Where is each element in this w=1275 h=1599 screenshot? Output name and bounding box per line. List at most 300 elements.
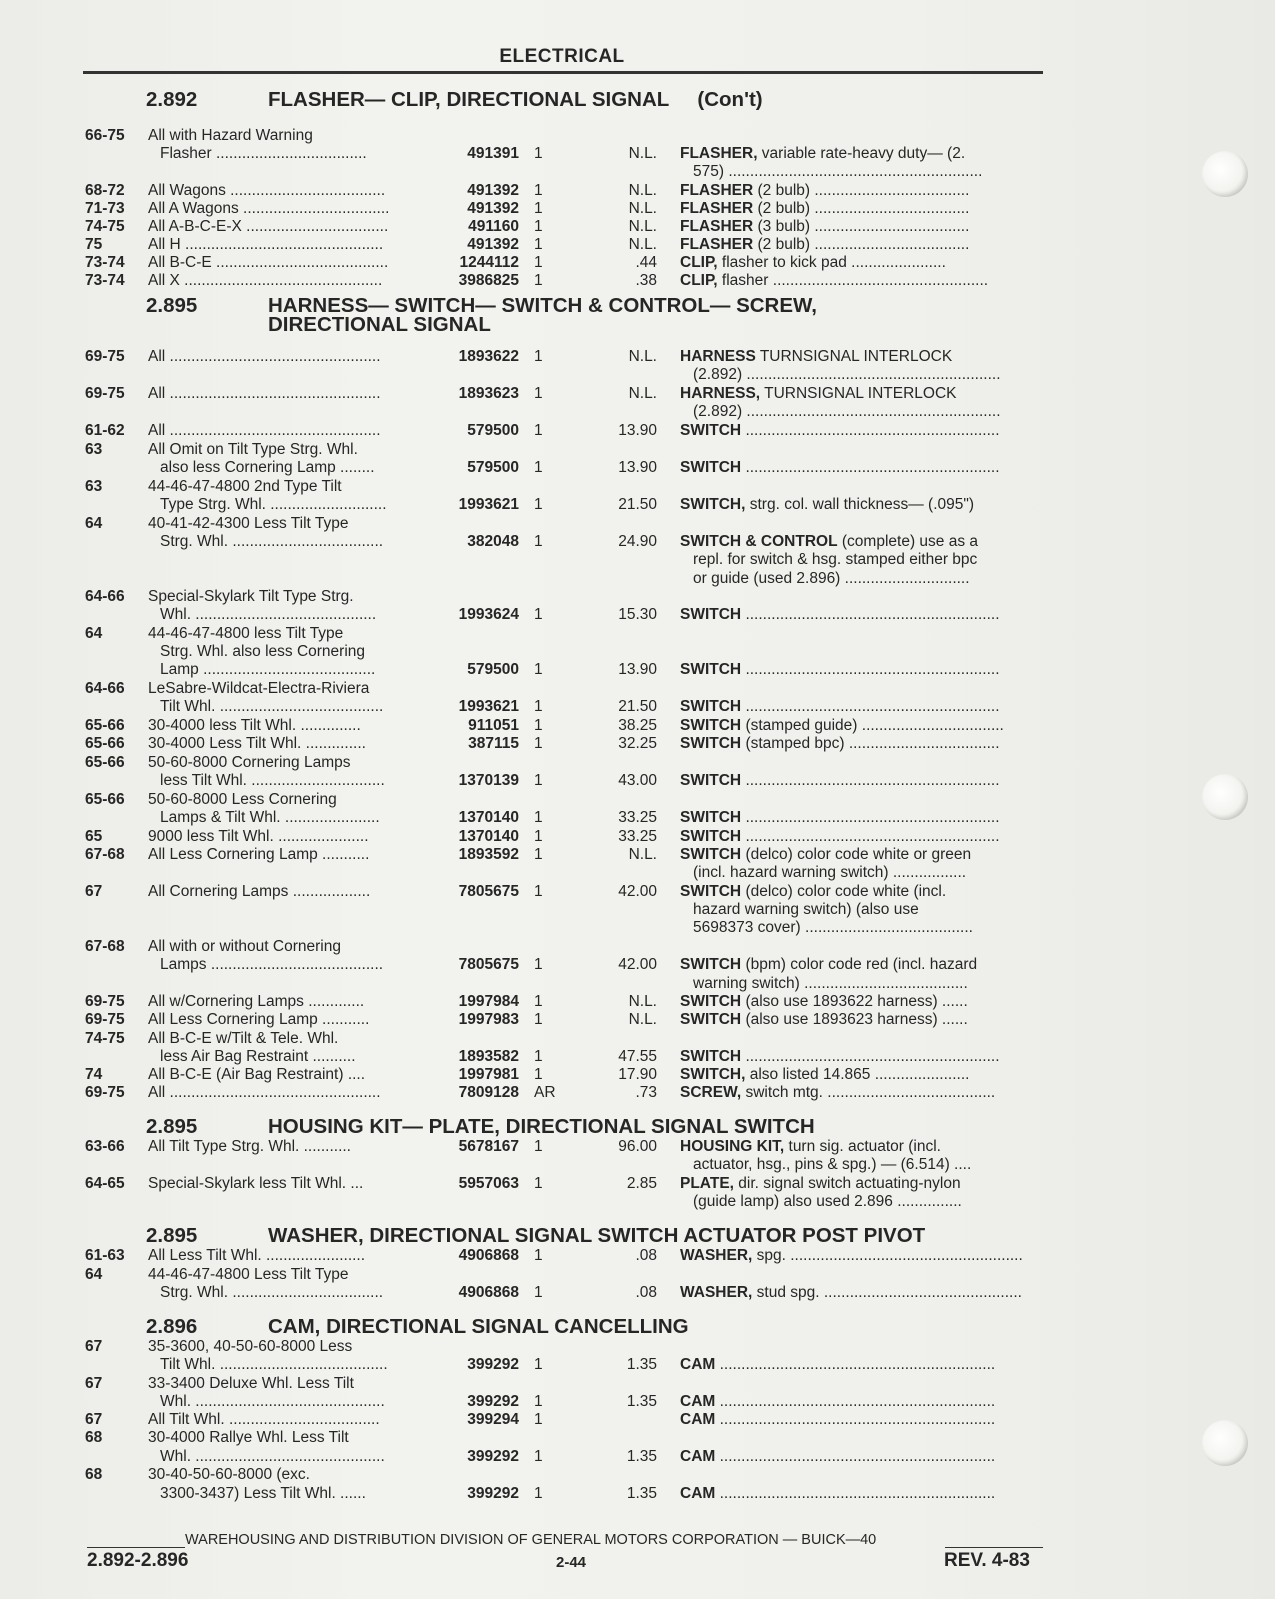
part-description xyxy=(680,605,1043,624)
price: 17.90 xyxy=(618,1066,657,1083)
model-years: 64-66 xyxy=(85,588,125,605)
price: N.L. xyxy=(628,385,657,402)
part-number: 4906868 xyxy=(458,1247,519,1264)
part-name: CAM xyxy=(680,1485,716,1502)
table-row xyxy=(0,605,1275,624)
application-cont: Strg. Whl. also less Cornering xyxy=(160,643,366,660)
price: N.L. xyxy=(628,182,657,199)
application: 30-40-50-60-8000 (exc. xyxy=(148,1466,310,1483)
part-number: 5678167 xyxy=(458,1138,519,1155)
table-row xyxy=(0,863,1275,882)
model-years: 71-73 xyxy=(85,200,125,217)
part-name: SWITCH xyxy=(680,772,742,789)
part-detail: (also use 1893622 harness) ...... xyxy=(741,993,968,1010)
model-years: 63 xyxy=(85,478,103,495)
table-row xyxy=(0,660,1275,679)
table-row xyxy=(0,1265,1275,1284)
application: LeSabre-Wildcat-Electra-Riviera xyxy=(148,680,370,697)
application: All Less Cornering Lamp ........... xyxy=(148,1011,370,1028)
table-row xyxy=(0,753,1275,772)
part-description xyxy=(680,1137,1043,1156)
application: 9000 less Tilt Whl. ..................... xyxy=(148,828,369,845)
part-number: 1997983 xyxy=(458,1011,519,1028)
page-number: 2-44 xyxy=(556,1554,587,1571)
application: All B-C-E (Air Bag Restraint) .... xyxy=(148,1066,366,1083)
part-description xyxy=(680,734,1043,753)
table-row xyxy=(0,624,1275,643)
table-row xyxy=(0,181,1275,200)
part-description xyxy=(680,845,1043,864)
part-number: 1997981 xyxy=(458,1066,519,1083)
price: 13.90 xyxy=(618,459,657,476)
quantity: 1 xyxy=(534,272,543,289)
application-cont: Lamp ........................................ xyxy=(160,661,376,678)
header-rule xyxy=(83,71,1043,74)
part-detail: dir. signal switch actuating-nylon xyxy=(733,1175,961,1192)
part-detail: ................................................................ xyxy=(715,1485,996,1502)
table-row xyxy=(0,384,1275,403)
part-detail: TURNSIGNAL INTERLOCK xyxy=(760,385,957,402)
model-years: 63 xyxy=(85,441,103,458)
application: All with Hazard Warning xyxy=(148,127,313,144)
part-name: SWITCH xyxy=(680,606,742,623)
part-description xyxy=(680,1392,1043,1411)
part-description xyxy=(680,144,1043,163)
part-number: 1893592 xyxy=(458,846,519,863)
part-name: SWITCH xyxy=(680,698,742,715)
footer-division: WAREHOUSING AND DISTRIBUTION DIVISION OF GENERAL MOTORS CORPORATION — BUICK—40 xyxy=(185,1532,877,1548)
part-detail: turn sig. actuator (incl. xyxy=(784,1138,941,1155)
application-cont: Tilt Whl. ....................................... xyxy=(160,1356,388,1373)
part-detail: switch mtg. ....................................... xyxy=(741,1084,996,1101)
model-years: 65-66 xyxy=(85,717,125,734)
part-number: 1893582 xyxy=(458,1048,519,1065)
table-row xyxy=(0,144,1275,163)
part-detail: ........................................................... xyxy=(741,1048,1000,1065)
part-description xyxy=(680,1410,1043,1429)
application: 35-3600, 40-50-60-8000 Less xyxy=(148,1338,353,1355)
part-name: FLASHER xyxy=(680,236,754,253)
part-name: SWITCH xyxy=(680,846,742,863)
part-description-cont: (guide lamp) also used 2.896 ............... xyxy=(693,1193,962,1210)
part-number: 382048 xyxy=(467,533,519,550)
part-name: CAM xyxy=(680,1411,716,1428)
quantity: 1 xyxy=(534,385,543,402)
model-years: 65-66 xyxy=(85,791,125,808)
part-name: FLASHER xyxy=(680,218,754,235)
table-row xyxy=(0,642,1275,661)
model-years: 68-72 xyxy=(85,182,125,199)
price: 47.55 xyxy=(618,1048,657,1065)
model-years: 67 xyxy=(85,1411,103,1428)
table-row xyxy=(0,162,1275,181)
quantity: AR xyxy=(534,1084,556,1101)
quantity: 1 xyxy=(534,1048,543,1065)
table-row xyxy=(0,734,1275,753)
quantity: 1 xyxy=(534,993,543,1010)
application: All Tilt Type Strg. Whl. ........... xyxy=(148,1138,351,1155)
part-number: 399292 xyxy=(467,1393,519,1410)
model-years: 69-75 xyxy=(85,993,125,1010)
quantity: 1 xyxy=(534,717,543,734)
part-number: 1993621 xyxy=(458,496,519,513)
part-description-cont: 575) ........................................................... xyxy=(693,163,983,180)
quantity: 1 xyxy=(534,1284,543,1301)
price: N.L. xyxy=(628,236,657,253)
part-description-cont: (incl. hazard warning switch) ................. xyxy=(693,864,967,881)
part-name: CAM xyxy=(680,1356,716,1373)
model-years: 65-66 xyxy=(85,754,125,771)
application: All Less Tilt Whl. ....................... xyxy=(148,1247,366,1264)
part-detail: (bpm) color code red (incl. hazard xyxy=(741,956,978,973)
application: 33-3400 Deluxe Whl. Less Tilt xyxy=(148,1375,354,1392)
application: 44-46-47-4800 Less Tilt Type xyxy=(148,1266,349,1283)
part-name: SWITCH xyxy=(680,735,742,752)
part-description xyxy=(680,235,1043,254)
price: 15.30 xyxy=(618,606,657,623)
application-cont: Lamps & Tilt Whl. ...................... xyxy=(160,809,380,826)
part-description xyxy=(680,1083,1043,1102)
table-row xyxy=(0,253,1275,272)
table-row xyxy=(0,845,1275,864)
part-detail: flasher .................................................. xyxy=(717,272,989,289)
price: .44 xyxy=(635,254,657,271)
table-row xyxy=(0,918,1275,937)
part-detail: ........................................................... xyxy=(741,828,1000,845)
part-number: 7805675 xyxy=(458,883,519,900)
table-row xyxy=(0,900,1275,919)
table-row xyxy=(0,235,1275,254)
part-name: SWITCH, xyxy=(680,496,746,513)
part-description-cont: 5698373 cover) ....................................... xyxy=(693,919,973,936)
part-description xyxy=(680,199,1043,218)
table-row xyxy=(0,974,1275,993)
quantity: 1 xyxy=(534,606,543,623)
table-row xyxy=(0,199,1275,218)
part-number: 399292 xyxy=(467,1356,519,1373)
part-description xyxy=(680,181,1043,200)
application: All w/Cornering Lamps ............. xyxy=(148,993,365,1010)
part-name: CLIP, xyxy=(680,272,718,289)
section-number: 2.895 xyxy=(146,294,198,317)
part-detail: (complete) use as a xyxy=(837,533,979,550)
model-years: 73-74 xyxy=(85,272,125,289)
table-row xyxy=(0,126,1275,145)
table-row xyxy=(0,1484,1275,1503)
footer-section-range: 2.892-2.896 xyxy=(87,1550,189,1571)
table-row xyxy=(0,217,1275,236)
part-description-cont: hazard warning switch) (also use xyxy=(693,901,919,918)
part-name: SWITCH xyxy=(680,1048,742,1065)
part-detail: ........................................................... xyxy=(741,422,1000,439)
application: All ................................................. xyxy=(148,1084,381,1101)
part-number: 1893622 xyxy=(458,348,519,365)
part-description xyxy=(680,882,1043,901)
table-row xyxy=(0,1374,1275,1393)
application: All with or without Cornering xyxy=(148,938,341,955)
price: N.L. xyxy=(628,145,657,162)
part-description xyxy=(680,421,1043,440)
application-cont: Flasher ................................... xyxy=(160,145,367,162)
quantity: 1 xyxy=(534,809,543,826)
price: 1.35 xyxy=(626,1356,657,1373)
application: All ................................................. xyxy=(148,348,381,365)
part-description xyxy=(680,1065,1043,1084)
table-row xyxy=(0,992,1275,1011)
table-row xyxy=(0,458,1275,477)
part-detail: ........................................................... xyxy=(741,772,1000,789)
table-row xyxy=(0,882,1275,901)
part-detail: (delco) color code white or green xyxy=(741,846,972,863)
part-name: SWITCH & CONTROL xyxy=(680,533,838,550)
model-years: 75 xyxy=(85,236,103,253)
application: Special-Skylark Tilt Type Strg. xyxy=(148,588,354,605)
part-name: SWITCH, xyxy=(680,1066,746,1083)
model-years: 64-65 xyxy=(85,1175,125,1192)
application-cont: 3300-3437) Less Tilt Whl. ...... xyxy=(160,1485,366,1502)
part-number: 1893623 xyxy=(458,385,519,402)
part-description xyxy=(680,660,1043,679)
part-detail: ........................................................... xyxy=(741,606,1000,623)
application: All A Wagons .................................. xyxy=(148,200,390,217)
model-years: 61-63 xyxy=(85,1247,125,1264)
section-title: FLASHER— CLIP, DIRECTIONAL SIGNAL (Con't) xyxy=(268,88,763,111)
part-description-cont: (2.892) ........................................................... xyxy=(693,403,1001,420)
part-detail: variable rate-heavy duty— (2. xyxy=(757,145,966,162)
table-row xyxy=(0,1337,1275,1356)
part-description-cont: (2.892) ........................................................... xyxy=(693,366,1001,383)
application-cont: Type Strg. Whl. ........................... xyxy=(160,496,387,513)
part-description xyxy=(680,495,1043,514)
part-detail: (2 bulb) .................................... xyxy=(753,182,970,199)
price: 43.00 xyxy=(618,772,657,789)
part-detail: (also use 1893623 harness) ...... xyxy=(741,1011,968,1028)
price: N.L. xyxy=(628,1011,657,1028)
quantity: 1 xyxy=(534,1138,543,1155)
part-description xyxy=(680,827,1043,846)
application: 44-46-47-4800 less Tilt Type xyxy=(148,625,344,642)
application: All H .............................................. xyxy=(148,236,384,253)
quantity: 1 xyxy=(534,846,543,863)
application: 50-60-8000 Less Cornering xyxy=(148,791,337,808)
table-row xyxy=(0,1083,1275,1102)
table-row xyxy=(0,1065,1275,1084)
part-number: 399294 xyxy=(467,1411,519,1428)
section-number: 2.895 xyxy=(146,1224,198,1247)
part-detail: ................................................................ xyxy=(715,1393,996,1410)
quantity: 1 xyxy=(534,236,543,253)
table-row xyxy=(0,402,1275,421)
table-row xyxy=(0,1029,1275,1048)
model-years: 69-75 xyxy=(85,1011,125,1028)
quantity: 1 xyxy=(534,496,543,513)
application: 40-41-42-4300 Less Tilt Type xyxy=(148,515,349,532)
model-years: 65 xyxy=(85,828,103,845)
part-name: FLASHER xyxy=(680,182,754,199)
part-description-cont: or guide (used 2.896) ............................. xyxy=(693,570,970,587)
application: All Cornering Lamps .................. xyxy=(148,883,371,900)
part-number: 399292 xyxy=(467,1485,519,1502)
part-detail: (delco) color code white (incl. xyxy=(741,883,947,900)
model-years: 63-66 xyxy=(85,1138,125,1155)
application: 30-4000 less Tilt Whl. .............. xyxy=(148,717,361,734)
quantity: 1 xyxy=(534,218,543,235)
table-row xyxy=(0,1155,1275,1174)
model-years: 64 xyxy=(85,1266,103,1283)
part-detail: stud spg. .............................................. xyxy=(752,1284,1022,1301)
quantity: 1 xyxy=(534,883,543,900)
part-detail: ................................................................ xyxy=(715,1356,996,1373)
quantity: 1 xyxy=(534,1411,543,1428)
quantity: 1 xyxy=(534,698,543,715)
table-row xyxy=(0,1137,1275,1156)
quantity: 1 xyxy=(534,1356,543,1373)
price: 33.25 xyxy=(618,828,657,845)
model-years: 74-75 xyxy=(85,1030,125,1047)
table-row xyxy=(0,697,1275,716)
part-name: HARNESS xyxy=(680,348,756,365)
footer-rule xyxy=(87,1547,185,1548)
part-name: SWITCH xyxy=(680,717,742,734)
table-row xyxy=(0,790,1275,809)
part-description xyxy=(680,771,1043,790)
application: All X .............................................. xyxy=(148,272,383,289)
quantity: 1 xyxy=(534,828,543,845)
table-row xyxy=(0,771,1275,790)
part-detail: (stamped bpc) ................................... xyxy=(741,735,1000,752)
price: 1.35 xyxy=(626,1448,657,1465)
part-name: HOUSING KIT, xyxy=(680,1138,785,1155)
part-description xyxy=(680,992,1043,1011)
part-description xyxy=(680,1447,1043,1466)
part-name: SCREW, xyxy=(680,1084,742,1101)
part-number: 7805675 xyxy=(458,956,519,973)
model-years: 68 xyxy=(85,1429,103,1446)
quantity: 1 xyxy=(534,1448,543,1465)
part-detail: (2 bulb) .................................... xyxy=(753,236,970,253)
price: 1.35 xyxy=(626,1393,657,1410)
price: 33.25 xyxy=(618,809,657,826)
table-row xyxy=(0,421,1275,440)
part-description-cont: warning switch) ...................................... xyxy=(693,975,968,992)
footer-rule xyxy=(945,1547,1043,1548)
quantity: 1 xyxy=(534,1011,543,1028)
application: All Omit on Tilt Type Strg. Whl. xyxy=(148,441,358,458)
section-title: CAM, DIRECTIONAL SIGNAL CANCELLING xyxy=(268,1315,689,1338)
part-name: SWITCH xyxy=(680,828,742,845)
part-description xyxy=(680,1047,1043,1066)
part-number: 491391 xyxy=(467,145,519,162)
part-number: 1993624 xyxy=(458,606,519,623)
part-name: CAM xyxy=(680,1448,716,1465)
table-row xyxy=(0,1246,1275,1265)
part-description xyxy=(680,1174,1043,1193)
application-cont: Lamps ........................................ xyxy=(160,956,384,973)
table-row xyxy=(0,1447,1275,1466)
table-row xyxy=(0,1010,1275,1029)
part-name: HARNESS, xyxy=(680,385,761,402)
part-name: SWITCH xyxy=(680,459,742,476)
model-years: 74-75 xyxy=(85,218,125,235)
application-cont: less Tilt Whl. ............................... xyxy=(160,772,385,789)
part-name: SWITCH xyxy=(680,661,742,678)
quantity: 1 xyxy=(534,422,543,439)
model-years: 64 xyxy=(85,515,103,532)
quantity: 1 xyxy=(534,661,543,678)
price: 2.85 xyxy=(626,1175,657,1192)
part-description xyxy=(680,697,1043,716)
part-detail: TURNSIGNAL INTERLOCK xyxy=(755,348,953,365)
part-detail: ........................................................... xyxy=(741,459,1000,476)
part-description xyxy=(680,253,1043,272)
part-name: SWITCH xyxy=(680,809,742,826)
price: 32.25 xyxy=(618,735,657,752)
part-name: SWITCH xyxy=(680,956,742,973)
part-number: 399292 xyxy=(467,1448,519,1465)
price: 24.90 xyxy=(618,533,657,550)
table-row xyxy=(0,827,1275,846)
part-description xyxy=(680,1355,1043,1374)
part-number: 1370139 xyxy=(458,772,519,789)
table-row xyxy=(0,495,1275,514)
table-row xyxy=(0,955,1275,974)
part-detail: (stamped guide) ................................. xyxy=(741,717,1004,734)
application: 44-46-47-4800 2nd Type Tilt xyxy=(148,478,342,495)
part-description xyxy=(680,716,1043,735)
quantity: 1 xyxy=(534,772,543,789)
part-detail: ........................................................... xyxy=(741,809,1000,826)
quantity: 1 xyxy=(534,1066,543,1083)
table-row xyxy=(0,532,1275,551)
price: N.L. xyxy=(628,846,657,863)
part-number: 1370140 xyxy=(458,828,519,845)
quantity: 1 xyxy=(534,1393,543,1410)
part-name: SWITCH xyxy=(680,883,742,900)
part-name: SWITCH xyxy=(680,422,742,439)
application: 50-60-8000 Cornering Lamps xyxy=(148,754,351,771)
model-years: 64-66 xyxy=(85,680,125,697)
price: N.L. xyxy=(628,993,657,1010)
table-row xyxy=(0,347,1275,366)
application-cont: Whl. ............................................ xyxy=(160,1448,385,1465)
model-years: 61-62 xyxy=(85,422,125,439)
price: N.L. xyxy=(628,348,657,365)
application: 30-4000 Less Tilt Whl. .............. xyxy=(148,735,366,752)
application: All B-C-E w/Tilt & Tele. Whl. xyxy=(148,1030,339,1047)
part-number: 5957063 xyxy=(458,1175,519,1192)
table-row xyxy=(0,716,1275,735)
part-number: 491392 xyxy=(467,200,519,217)
part-name: CAM xyxy=(680,1393,716,1410)
part-description xyxy=(680,1010,1043,1029)
part-description xyxy=(680,1246,1043,1265)
part-detail: flasher to kick pad ...................... xyxy=(717,254,946,271)
section-title: HOUSING KIT— PLATE, DIRECTIONAL SIGNAL SWITCH xyxy=(268,1115,815,1138)
part-number: 3986825 xyxy=(458,272,519,289)
quantity: 1 xyxy=(534,254,543,271)
quantity: 1 xyxy=(534,533,543,550)
table-row xyxy=(0,1355,1275,1374)
part-description xyxy=(680,347,1043,366)
table-row xyxy=(0,679,1275,698)
part-number: 387115 xyxy=(468,735,519,752)
model-years: 67-68 xyxy=(85,938,125,955)
table-row xyxy=(0,440,1275,459)
part-description-cont: repl. for switch & hsg. stamped either bpc xyxy=(693,551,978,568)
part-name: FLASHER xyxy=(680,200,754,217)
part-detail: (2 bulb) .................................... xyxy=(753,200,970,217)
quantity: 1 xyxy=(534,182,543,199)
